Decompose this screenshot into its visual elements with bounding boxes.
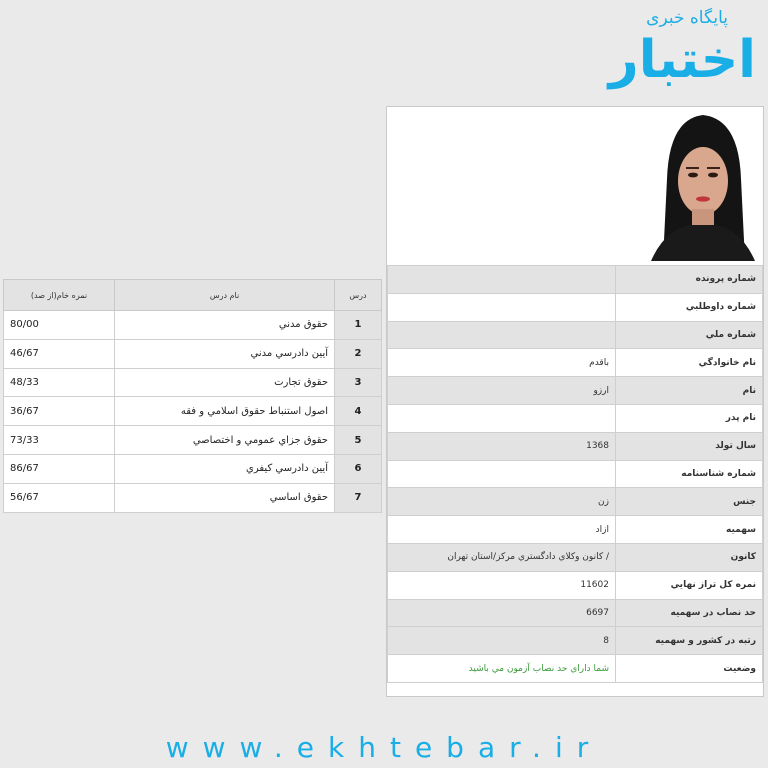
course-name: آيين دادرسي كيفري (115, 454, 335, 483)
info-row-rank (388, 627, 763, 655)
info-row-gender (388, 488, 763, 516)
course-score: 48/33 (4, 368, 115, 397)
info-value: / كانون وكلاي دادگستري مركز/استان تهران (388, 543, 616, 571)
grade-row (4, 339, 382, 368)
grade-row (4, 368, 382, 397)
info-value: باقدم (388, 349, 616, 377)
photo-area (387, 107, 763, 265)
course-score: 56/67 (4, 483, 115, 512)
logo-tagline: پایگاه خبری (646, 8, 728, 28)
course-number: 2 (335, 339, 382, 368)
course-score: 36/67 (4, 397, 115, 426)
grade-row (4, 397, 382, 426)
header-raw-score: نمره خام(از صد) (4, 280, 115, 311)
info-row-first-name (388, 377, 763, 405)
footer-website-url: www.ekhtebar.ir (165, 731, 603, 764)
info-value (388, 460, 616, 488)
course-name: حقوق تجارت (115, 368, 335, 397)
info-value: 6697 (388, 599, 616, 627)
course-score: 46/67 (4, 339, 115, 368)
header-course-number: درس (335, 280, 382, 311)
course-name: اصول استنباط حقوق اسلامي و فقه (115, 397, 335, 426)
candidate-photo (645, 109, 761, 261)
info-label: نام (616, 377, 763, 405)
course-score: 86/67 (4, 454, 115, 483)
info-value: 1368 (388, 432, 616, 460)
course-number: 7 (335, 483, 382, 512)
info-value: زن (388, 488, 616, 516)
grades-header-row (4, 280, 382, 311)
info-value (388, 321, 616, 349)
info-label: رتبه در كشور و سهميه (616, 627, 763, 655)
info-row-birth-year (388, 432, 763, 460)
info-row-status (388, 655, 763, 683)
course-number: 5 (335, 426, 382, 455)
info-row-bar-association (388, 543, 763, 571)
course-number: 4 (335, 397, 382, 426)
status-message: شما داراي حد نصاب آزمون مي باشيد (388, 655, 616, 683)
info-value (388, 404, 616, 432)
grade-row (4, 426, 382, 455)
info-label: شماره پرونده (616, 266, 763, 294)
candidate-info-table (387, 265, 763, 683)
info-label: شماره شناسنامه (616, 460, 763, 488)
info-row-file-number (388, 266, 763, 294)
info-label: سال تولد (616, 432, 763, 460)
info-row-quota-threshold (388, 599, 763, 627)
grade-row (4, 483, 382, 512)
course-name: آيين دادرسي مدني (115, 339, 335, 368)
info-value: ارزو (388, 377, 616, 405)
info-label: نمره كل تراز نهايي (616, 571, 763, 599)
info-value: 8 (388, 627, 616, 655)
logo-wordmark: اختبار (608, 30, 756, 90)
course-name: حقوق جزاي عمومي و اختصاصي (115, 426, 335, 455)
course-score: 80/00 (4, 311, 115, 340)
info-value: 11602 (388, 571, 616, 599)
header-course-name: نام درس (115, 280, 335, 311)
info-row-national-id (388, 321, 763, 349)
info-label: سهميه (616, 516, 763, 544)
candidate-card (386, 106, 764, 697)
info-label: جنس (616, 488, 763, 516)
course-number: 1 (335, 311, 382, 340)
course-name: حقوق مدني (115, 311, 335, 340)
info-label: نام پدر (616, 404, 763, 432)
info-row-id-card-number (388, 460, 763, 488)
grade-row (4, 311, 382, 340)
info-row-total-score (388, 571, 763, 599)
info-value (388, 266, 616, 294)
course-name: حقوق اساسي (115, 483, 335, 512)
info-value (388, 293, 616, 321)
info-label: شماره داوطلبي (616, 293, 763, 321)
course-number: 3 (335, 368, 382, 397)
course-number: 6 (335, 454, 382, 483)
course-score: 73/33 (4, 426, 115, 455)
info-label: كانون (616, 543, 763, 571)
grade-row (4, 454, 382, 483)
portrait-image (645, 109, 761, 261)
info-label: نام خانوادگي (616, 349, 763, 377)
info-row-quota (388, 516, 763, 544)
info-label: شماره ملي (616, 321, 763, 349)
info-row-father-name (388, 404, 763, 432)
info-label: وضعيت (616, 655, 763, 683)
site-logo (596, 8, 756, 104)
info-row-candidate-number (388, 293, 763, 321)
grades-table (3, 279, 382, 513)
info-row-last-name (388, 349, 763, 377)
info-label: حد نصاب در سهميه (616, 599, 763, 627)
info-value: ازاد (388, 516, 616, 544)
